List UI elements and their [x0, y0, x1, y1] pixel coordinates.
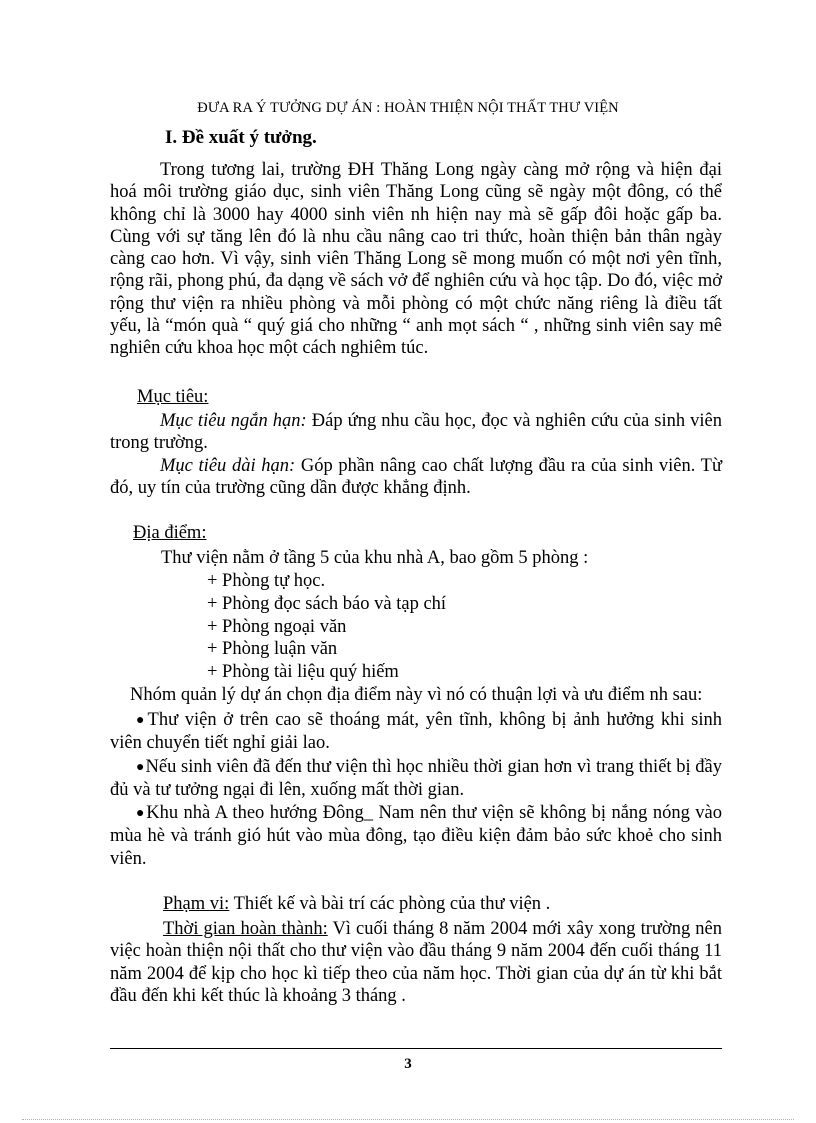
- long-term-goal: [110, 455, 722, 500]
- room-item: + Phòng luận văn: [207, 639, 338, 659]
- reason-text: Thư viện ở trên cao sẽ thoáng mát, yên tĩnh, không bị ảnh hưởng khi sinh viên chuyển tiết nghỉ giải lao.: [110, 710, 722, 754]
- bullet-icon: ●: [136, 806, 146, 821]
- timeline-paragraph: [110, 918, 722, 1007]
- room-item: + Phòng tài liệu quý hiếm: [207, 662, 399, 682]
- scope-label: Phạm vi:: [163, 894, 230, 914]
- room-item: + Phòng tự học.: [207, 571, 326, 591]
- timeline-text: Vì cuối tháng 8 năm 2004 mới xây xong trường nên việc hoàn thiện nội thất cho thư viện vào đầu tháng 9 năm 2004 đến cuối tháng 11 năm 2004 để kịp cho học kì tiếp theo của năm học. Thời gian của dự án từ khi bắt đầu đến khi kết thúc là khoảng 3 tháng .: [110, 919, 722, 1006]
- reason-text: Nếu sinh viên đã đến thư viện thì học nhiều thời gian hơn vì trang thiết bị đầy đủ và tư tưởng ngại đi lên, xuống mất thời gian.: [110, 757, 722, 801]
- room-item: + Phòng đọc sách báo và tạp chí: [207, 594, 447, 614]
- bullet-icon: ●: [136, 713, 147, 728]
- scope-line: [163, 894, 550, 915]
- long-term-text: Góp phần nâng cao chất lượng đầu ra của sinh viên. Từ đó, uy tín của trường cũng dần được khẳng định.: [110, 456, 723, 499]
- short-term-text: Đáp ứng nhu cầu học, đọc và nghiên cứu của sinh viên trong trường.: [110, 411, 723, 454]
- bullet-icon: ●: [136, 760, 145, 775]
- document-heading: ĐƯA RA Ý TƯỞNG DỰ ÁN : HOÀN THIỆN NỘI THẤT THƯ VIỆN: [197, 100, 619, 116]
- reason-text: Khu nhà A theo hướng Đông_ Nam nên thư viện sẽ không bị nắng nóng vào mùa hè và tránh gió hút vào mùa đông, tạo điều kiện đảm bảo sức khoẻ cho sinh viên.: [110, 803, 722, 869]
- location-label: Địa điểm:: [133, 523, 207, 543]
- page-edge: [22, 1119, 794, 1120]
- reason-bullet: [110, 709, 722, 755]
- reason-intro: Nhóm quản lý dự án chọn địa điểm này vì nó có thuận lợi và ưu điểm nh sau:: [130, 685, 703, 705]
- page-number: 3: [404, 1056, 412, 1072]
- long-term-label: Mục tiêu dài hạn:: [160, 456, 296, 476]
- goals-label: Mục tiêu:: [137, 387, 209, 407]
- short-term-label: Mục tiêu ngắn hạn:: [160, 411, 307, 431]
- intro-paragraph: Trong tương lai, trường ĐH Thăng Long ngày càng mở rộng và hiện đại hoá môi trường giáo dục, sinh viên Thăng Long cũng sẽ ngày một đông, có thể không chỉ là 3000 hay 4000 sinh viên nh hiện nay mà sẽ gấp đôi hoặc gấp ba. Cùng với sự tăng lên đó là nhu cầu nâng cao tri thức, hoàn thiện bản thân ngày càng cao hơn. Vì vậy, sinh viên Thăng Long sẽ mong muốn có một nơi yên tĩnh, rộng rãi, phong phú, đa dạng về sách vở để nghiên cứu và học tập. Do đó, việc mở rộng thư viện ra nhiều phòng và mỗi phòng có một chức năng riêng là điều tất yếu, là “món quà “ quý giá cho những “ anh mọt sách “ , những sinh viên say mê nghiên cứu khoa học một cách nghiêm túc.: [110, 160, 722, 359]
- short-term-goal: [110, 410, 722, 455]
- scope-text: Thiết kế và bài trí các phòng của thư viện .: [229, 894, 551, 914]
- section-title: I. Đề xuất ý tưởng.: [165, 127, 317, 148]
- footer-rule: [110, 1048, 722, 1049]
- timeline-label: Thời gian hoàn thành:: [163, 919, 328, 939]
- location-intro: Thư viện nằm ở tầng 5 của khu nhà A, bao gồm 5 phòng :: [161, 548, 589, 568]
- reason-bullet: [110, 802, 722, 870]
- room-item: + Phòng ngoại văn: [207, 617, 347, 637]
- reason-bullet: [110, 756, 722, 802]
